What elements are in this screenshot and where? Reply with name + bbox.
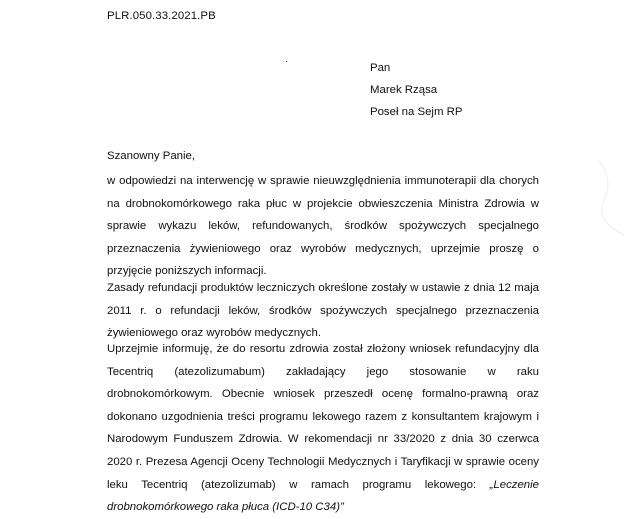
scan-artifact xyxy=(594,150,634,240)
paragraph-tecentriq-text: Uprzejmie informuję, że do resortu zdrowia został złożony wniosek refundacyjny dla Tecentriq (atezolizumabum) zakładający jego stosowanie w raku drobnokomórkowym. Obecnie wniosek przeszedł ocenę formalno-prawną oraz dokonano uzgodnienia treści programu lekowego razem z konsultantem krajowym i Narodowym Funduszem Zdrowia. W rekomendacji nr 33/2020 z dnia 30 czerwca 2020 r. Prezesa Agencji Oceny Technologii Medycznych i Taryfikacji w sprawie oceny leku Tecentriq (atezolizumab) w ramach programu lekowego: xyxy=(107,343,539,491)
paragraph-intro: w odpowiedzi na interwencję w sprawie nieuwzględnienia immunoterapii dla chorych na drobnokomórkowego raka płuc w projekcie obwieszczenia Ministra Zdrowia w sprawie wykazu leków, refundowanych, środków spożywczych specjalnego przeznaczenia żywieniowego oraz wyrobów medycznych, uprzejmie proszę o przyjęcie poniższych informacji. xyxy=(107,175,539,278)
addressee-position: Poseł na Sejm RP xyxy=(370,106,463,118)
addressee-title: Pan xyxy=(370,62,391,74)
salutation: Szanowny Panie, xyxy=(107,150,196,162)
addressee-name: Marek Rząsa xyxy=(370,84,438,96)
program-name-quote: „Leczenie drobnokomórkowego raka płuca (ICD-10 C34)” xyxy=(107,478,539,514)
document-reference-number: PLR.050.33.2021.PB xyxy=(107,10,216,22)
addressee-block xyxy=(370,57,462,123)
paragraph-refund-rules: Zasady refundacji produktów leczniczych określone zostały w ustawie z dnia 12 maja 2011 r. o refundacji leków, środków spożywczych specjalnego przeznaczenia żywieniowego oraz wyrobów medycznych. xyxy=(107,282,539,340)
scan-dot: · xyxy=(285,56,289,67)
paragraph-tecentriq-application xyxy=(107,338,539,519)
